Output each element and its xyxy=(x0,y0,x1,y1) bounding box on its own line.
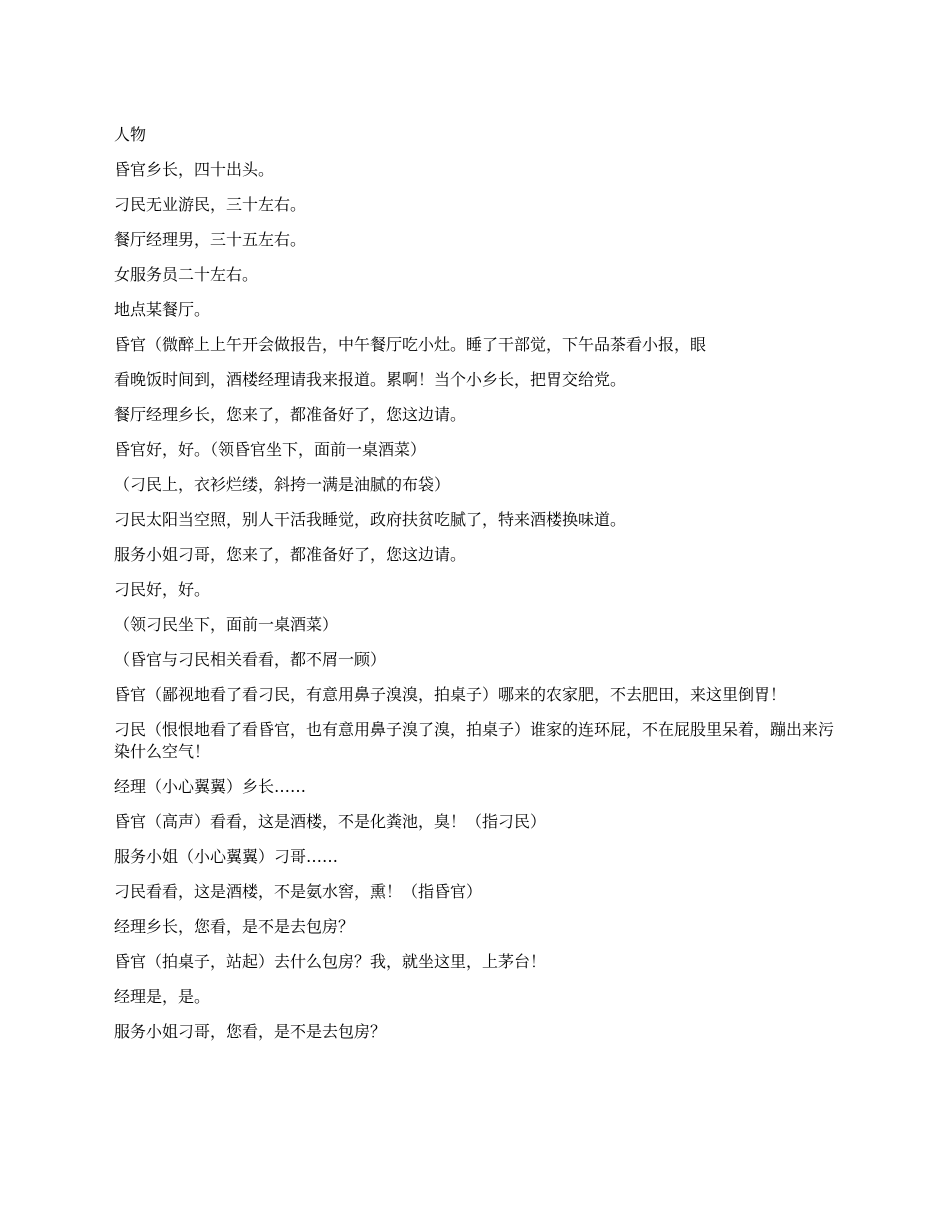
dialogue-line: 昏官（微醉上上午开会做报告，中午餐厅吃小灶。睡了干部觉，下午品茶看小报，眼 xyxy=(114,335,707,354)
dialogue-line: 刁民（恨恨地看了看昏官，也有意用鼻子溴了溴，拍桌子）谁家的连环屁，不在屁股里呆着，蹦出来污染什么空气！ xyxy=(114,720,835,761)
dialogue-line: 昏官（高声）看看，这是酒楼，不是化粪池，臭！（指刁民） xyxy=(114,812,547,831)
dialogue-line: 刁民看看，这是酒楼，不是氨水窖，熏！（指昏官） xyxy=(114,882,483,901)
dialogue-line: 服务小姐刁哥，您来了，都准备好了，您这边请。 xyxy=(114,545,467,564)
dialogue-line: 刁民太阳当空照，别人干活我睡觉，政府扶贫吃腻了，特来酒楼换味道。 xyxy=(114,510,627,529)
heading-characters: 人物 xyxy=(114,125,147,144)
location-line: 地点某餐厅。 xyxy=(114,300,211,319)
character-line: 昏官乡长，四十出头。 xyxy=(114,160,275,179)
stage-direction: （刁民上，衣衫烂缕，斜挎一满是油腻的布袋） xyxy=(114,475,451,494)
dialogue-line: 刁民好，好。 xyxy=(114,580,211,599)
dialogue-line: 昏官（鄙视地看了看刁民，有意用鼻子溴溴，拍桌子）哪来的农家肥，不去肥田，来这里倒胃！ xyxy=(114,685,787,704)
script-text xyxy=(114,124,844,1056)
dialogue-line: 服务小姐刁哥，您看，是不是去包房？ xyxy=(114,1022,387,1041)
dialogue-line: 昏官（拍桌子，站起）去什么包房？我，就坐这里，上茅台！ xyxy=(114,952,547,971)
character-line: 餐厅经理男，三十五左右。 xyxy=(114,230,307,249)
dialogue-line: 经理是，是。 xyxy=(114,987,211,1006)
dialogue-line: 服务小姐（小心翼翼）刁哥…… xyxy=(114,847,339,866)
dialogue-line: 看晚饭时间到，酒楼经理请我来报道。累啊！当个小乡长，把胃交给党。 xyxy=(114,370,627,389)
stage-direction: （领刁民坐下，面前一桌酒菜） xyxy=(114,615,339,634)
dialogue-line: 经理乡长，您看，是不是去包房？ xyxy=(114,917,355,936)
character-line: 女服务员二十左右。 xyxy=(114,265,259,284)
character-line: 刁民无业游民，三十左右。 xyxy=(114,195,307,214)
stage-direction: （昏官与刁民相关看看，都不屑一顾） xyxy=(114,650,387,669)
dialogue-line: 餐厅经理乡长，您来了，都准备好了，您这边请。 xyxy=(114,405,467,424)
dialogue-line: 昏官好，好。（领昏官坐下，面前一桌酒菜） xyxy=(114,440,427,459)
dialogue-line: 经理（小心翼翼）乡长…… xyxy=(114,777,307,796)
